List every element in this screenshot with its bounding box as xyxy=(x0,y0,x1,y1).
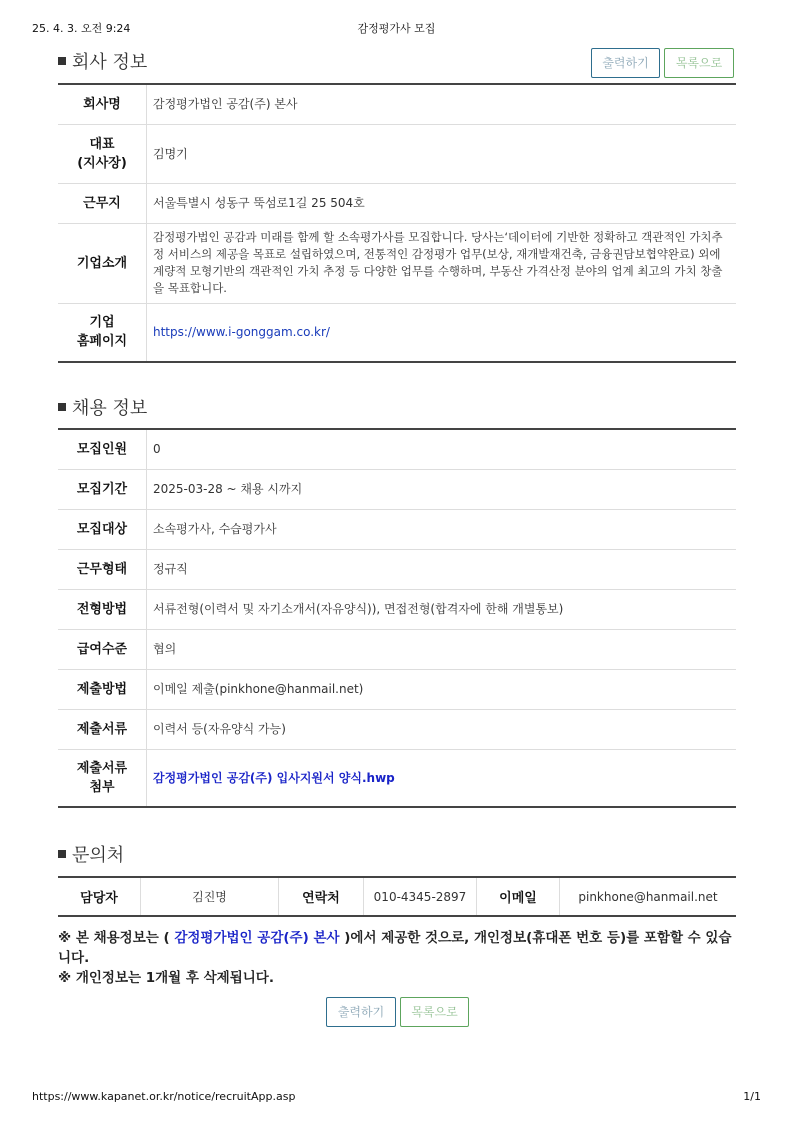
company-info-table xyxy=(58,83,736,363)
phone-label: 연락처 xyxy=(279,877,364,916)
work-type-value: 정규직 xyxy=(147,549,737,589)
table-row xyxy=(58,223,736,303)
email-value: pinkhone@hanmail.net xyxy=(578,889,718,904)
manager-value: 김진명 xyxy=(141,877,279,916)
list-button[interactable]: 목록으로 xyxy=(400,997,469,1027)
table-row xyxy=(58,709,736,749)
notice-company: 감정평가법인 공감(주) 본사 xyxy=(174,930,340,946)
ceo-label: 대표 (지사장) xyxy=(58,124,147,183)
selection-method-value: 서류전형(이력서 및 자기소개서(자유양식)), 면접전형(합격자에 한해 개별통보) xyxy=(147,589,737,629)
table-row xyxy=(58,669,736,709)
table-row xyxy=(58,749,736,807)
attachment-link[interactable]: 감정평가법인 공감(주) 입사지원서 양식.hwp xyxy=(153,770,395,785)
work-type-label: 근무형태 xyxy=(58,549,147,589)
phone-value: 010-4345-2897 xyxy=(364,877,477,916)
print-url: https://www.kapanet.or.kr/notice/recruitApp.asp xyxy=(32,1090,296,1103)
intro-label: 기업소개 xyxy=(58,223,147,303)
table-row xyxy=(58,183,736,223)
company-name-label: 회사명 xyxy=(58,84,147,124)
submit-method-label: 제출방법 xyxy=(58,669,147,709)
company-section-title: 회사 정보 xyxy=(58,48,147,74)
square-bullet-icon xyxy=(58,850,66,858)
privacy-notice xyxy=(58,928,738,988)
recruit-period-value: 2025-03-28 ~ 채용 시까지 xyxy=(147,469,737,509)
contact-table xyxy=(58,876,736,917)
submit-docs-value: 이력서 등(자유양식 가능) xyxy=(147,709,737,749)
notice-line-1: ※ 본 채용정보는 ( 감정평가법인 공감(주) 본사 )에서 제공한 것으로, 개인정보(휴대폰 번호 등)를 포함할 수 있습니다. xyxy=(58,930,732,966)
bottom-button-group xyxy=(326,997,469,1027)
print-button[interactable]: 출력하기 xyxy=(591,48,660,78)
intro-value: 감정평가법인 공감과 미래를 함께 할 소속평가사를 모집합니다. 당사는‘데이터에 기반한 정확하고 객관적인 가치추정 서비스의 제공을 목표로 설립하였으며, 전통적인 감정평가 업무(보상, 재개발재건축, 금융권담보협약완료) 외에 계량적 모형기반의 객관적인 가치 추정 등 다양한 업무를 수행하며, 부동산 가격산정 분야의 업계 최고의 가치 창출을 목표합니다. xyxy=(147,223,737,303)
location-label: 근무지 xyxy=(58,183,147,223)
submit-method-value: 이메일 제출(pinkhone@hanmail.net) xyxy=(147,669,737,709)
table-row xyxy=(58,124,736,183)
submit-docs-label: 제출서류 xyxy=(58,709,147,749)
table-row xyxy=(58,589,736,629)
square-bullet-icon xyxy=(58,403,66,411)
table-row xyxy=(58,509,736,549)
company-name-value: 감정평가법인 공감(주) 본사 xyxy=(147,84,737,124)
table-row xyxy=(58,549,736,589)
recruit-target-label: 모집대상 xyxy=(58,509,147,549)
print-header xyxy=(32,20,761,36)
table-row xyxy=(58,84,736,124)
homepage-label: 기업 홈페이지 xyxy=(58,303,147,362)
recruit-section-title: 채용 정보 xyxy=(58,394,147,420)
email-label: 이메일 xyxy=(477,877,560,916)
recruit-target-value: 소속평가사, 수습평가사 xyxy=(147,509,737,549)
recruit-info-table xyxy=(58,428,736,808)
contact-section-title: 문의처 xyxy=(58,841,124,867)
salary-label: 급여수준 xyxy=(58,629,147,669)
print-page-title: 감정평가사 모집 xyxy=(357,22,436,35)
recruit-period-label: 모집기간 xyxy=(58,469,147,509)
salary-value: 협의 xyxy=(147,629,737,669)
table-row xyxy=(58,303,736,362)
recruit-count-label: 모집인원 xyxy=(58,429,147,469)
table-row xyxy=(58,469,736,509)
print-date: 25. 4. 3. 오전 9:24 xyxy=(32,22,131,35)
page-number: 1/1 xyxy=(743,1090,761,1103)
manager-label: 담당자 xyxy=(58,877,141,916)
homepage-link[interactable]: https://www.i-gonggam.co.kr/ xyxy=(153,325,330,340)
list-button[interactable]: 목록으로 xyxy=(664,48,734,78)
top-button-group xyxy=(591,48,734,78)
selection-method-label: 전형방법 xyxy=(58,589,147,629)
recruit-count-value: 0 xyxy=(147,429,737,469)
square-bullet-icon xyxy=(58,57,66,65)
notice-line-2: ※ 개인정보는 1개월 후 삭제됩니다. xyxy=(58,970,274,986)
attach-label: 제출서류 첨부 xyxy=(58,749,147,807)
ceo-value: 김명기 xyxy=(147,124,737,183)
table-row xyxy=(58,429,736,469)
location-value: 서울특별시 성동구 뚝섬로1길 25 504호 xyxy=(147,183,737,223)
table-row xyxy=(58,877,736,916)
print-button[interactable]: 출력하기 xyxy=(326,997,396,1027)
table-row xyxy=(58,629,736,669)
